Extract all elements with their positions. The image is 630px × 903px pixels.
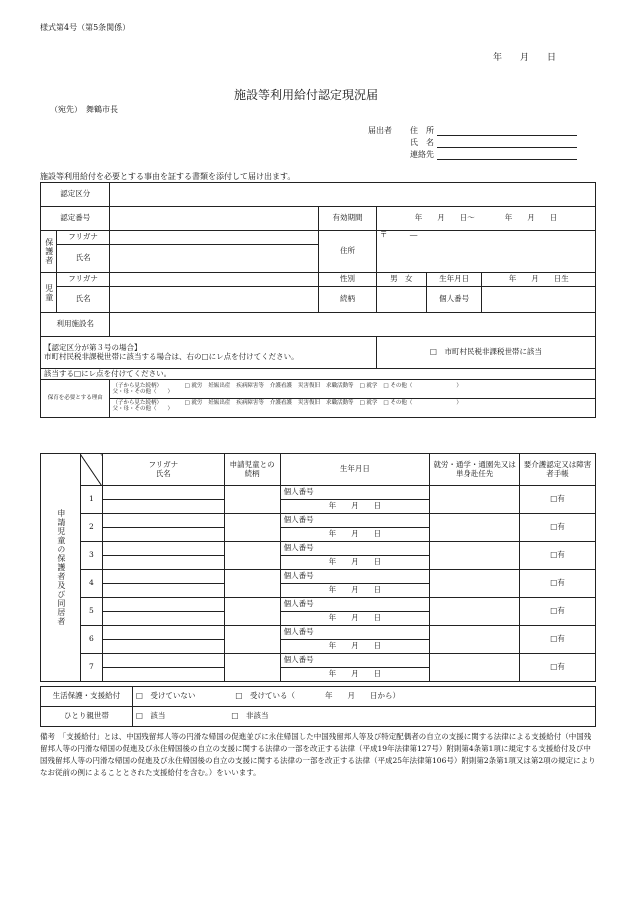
header-name: フリガナ 氏名 [102,454,224,486]
row-dob[interactable]: 年 月 日 [280,528,430,542]
reason-jobhunt-2: 求職活動等 [325,400,354,406]
row-my-number[interactable]: 個人番号 [280,598,430,612]
class3-heading: 【認定区分が第３号の場合】 [44,343,142,353]
reason-care-2: 介護看護 [269,400,292,406]
row-my-number[interactable]: 個人番号 [280,570,430,584]
sex-label: 性別 [319,273,377,287]
household-row [41,598,596,612]
header-dob: 生年月日 [280,454,430,486]
row-number: 5 [80,598,102,626]
applicant-address[interactable]: 住 所 [410,125,577,136]
row-furigana[interactable] [102,514,224,528]
reason-illness-2: 疾病障害等 [236,400,264,406]
guardian-furigana-label: フリガナ [56,231,110,245]
header-relation: 申請児童との続柄 [224,454,280,486]
page-title: 施設等利用給付認定現況届 [234,88,379,102]
row-care-check[interactable]: □有 [520,626,596,654]
reason-illness: 疾病障害等 [236,383,264,390]
sex-field[interactable]: 男 女 [376,273,426,287]
row-number: 3 [80,542,102,570]
household-table [40,453,596,682]
reason-birth: 妊娠出産 [208,383,231,390]
row-my-number[interactable]: 個人番号 [280,542,430,556]
reason-study: □ 就学 [359,383,378,390]
reason-who: （子から見た続柄） 父・母・その他（ ） [112,383,173,396]
child-furigana-label: フリガナ [56,273,110,287]
reason-care: 介護看護 [269,383,292,390]
child-label: 児童 [41,273,57,313]
reason-study-2: □ 就学 [359,400,378,406]
row-dob[interactable]: 年 月 日 [280,500,430,514]
guardian-name-field[interactable] [110,245,319,273]
single-parent-options[interactable]: □ 該当 □ 非該当 [132,707,595,727]
row-relation[interactable] [224,542,280,570]
cert-class-field[interactable] [110,183,596,207]
reason-disaster-2: 災害復旧 [297,400,320,406]
reason-work-2: □ 就労 [184,400,203,406]
row-care-check[interactable]: □有 [520,654,596,682]
row-relation[interactable] [224,570,280,598]
row-furigana[interactable] [102,626,224,640]
row-relation[interactable] [224,598,280,626]
row-name[interactable] [102,528,224,542]
certification-table [40,182,596,418]
row-number: 7 [80,654,102,682]
row-furigana[interactable] [102,570,224,584]
reason-work: □ 就労 [184,383,203,390]
household-row [41,654,596,668]
row-care-check[interactable]: □有 [520,542,596,570]
applicant-name[interactable]: 氏 名 [410,137,577,148]
row-number: 4 [80,570,102,598]
reason-heading: 該当する□にレ点を付けてください。 [41,369,596,380]
addressee: （宛先） 舞鶴市長 [50,105,118,114]
row-care-check[interactable]: □有 [520,598,596,626]
validity-field[interactable]: 年 月 日～ 年 月 日 [376,207,595,231]
household-row [41,514,596,528]
address-field[interactable]: 〒 ― [376,231,595,273]
reason-other: □ その他（ ） [383,383,462,390]
household-row [41,542,596,556]
row-furigana[interactable] [102,542,224,556]
class3-text: 市町村民税非課税世帯に該当する場合は、右の□にレ点を付けてください。 [44,351,299,361]
row-work[interactable] [430,598,520,626]
row-name[interactable] [102,640,224,654]
reason-jobhunt: 求職活動等 [325,383,354,390]
validity-label: 有効期間 [319,207,377,231]
cert-no-field[interactable] [110,207,319,231]
welfare-options[interactable]: □ 受けていない □ 受けている（ 年 月 日から） [132,687,595,707]
diagonal-cell [80,454,102,486]
date-line: 年 月 日 [493,53,557,63]
row-work[interactable] [430,570,520,598]
child-furigana-field[interactable] [110,273,319,287]
row-name[interactable] [102,556,224,570]
row-relation[interactable] [224,514,280,542]
household-row [41,626,596,640]
address-label: 住所 [319,231,377,273]
row-care-check[interactable]: □有 [520,486,596,514]
guardian-furigana-field[interactable] [110,231,319,245]
class3-checkbox[interactable]: □ 市町村民税非課税世帯に該当 [376,337,595,369]
status-table [40,686,596,727]
relation-field[interactable] [376,287,426,313]
row-work[interactable] [430,654,520,682]
row-relation[interactable] [224,486,280,514]
row-my-number[interactable]: 個人番号 [280,626,430,640]
reason-who-2: （子から見た続柄） 父・母・その他（ ） [112,400,173,412]
row-name[interactable] [102,500,224,514]
note: 備考 「支援給付」とは、中国残留邦人等の円滑な帰国の促進並びに永住帰国した中国残留邦人等及び特定配偶者の自立の支援に関する法律による支援給付（中国残留邦人等の円滑な帰国の促進及び永住帰国後の自立の支援に関する法律の一部を改正する法律（平成19年法律第127号）附則第4条第1項に規定する支援給付及び中国残留邦人等の円滑な帰国の促進及び永住帰国後の自立の支援に関する法律の一部を改正する法律（平成25年法律第106号）附則第2条第1項又は第2項の規定によりなお従前の例によることとされた支援給付を含む。）をいいます。 [40,732,596,777]
row-dob[interactable]: 年 月 日 [280,584,430,598]
my-number-label: 個人番号 [426,287,482,313]
facility-label: 利用施設名 [41,313,110,337]
row-number: 6 [80,626,102,654]
household-row [41,570,596,584]
household-side-label: 申請児童の保護者及び同居者 [41,454,81,682]
header-care: 要介護認定又は障害者手帳 [520,454,596,486]
applicant-contact[interactable]: 連絡先 [410,149,577,160]
row-dob[interactable]: 年 月 日 [280,668,430,682]
row-work[interactable] [430,542,520,570]
row-work[interactable] [430,486,520,514]
row-relation[interactable] [224,626,280,654]
facility-field[interactable] [110,313,596,337]
row-my-number[interactable]: 個人番号 [280,654,430,668]
form-number: 様式第4号（第5条関係） [40,23,131,32]
reason-birth-2: 妊娠出産 [208,400,231,406]
row-my-number[interactable]: 個人番号 [280,514,430,528]
reason-disaster: 災害復旧 [297,383,320,390]
row-my-number[interactable]: 個人番号 [280,486,430,500]
relation-label: 続柄 [319,287,377,313]
row-work[interactable] [430,514,520,542]
dob-label: 生年月日 [426,273,482,287]
guardian-label: 保護者 [41,231,57,273]
row-relation[interactable] [224,654,280,682]
row-name[interactable] [102,584,224,598]
intro-text: 施設等利用給付を必要とする事由を証する書類を添付して届け出ます。 [40,172,296,181]
row-furigana[interactable] [102,598,224,612]
row-furigana[interactable] [102,654,224,668]
child-name-field[interactable] [110,287,319,313]
dob-field[interactable]: 年 月 日生 [482,273,596,287]
row-work[interactable] [430,626,520,654]
household-row [41,486,596,500]
welfare-label: 生活保護・支援給付 [41,687,133,707]
cert-no-label: 認定番号 [41,207,110,231]
reason-label: 保育を必要とする理由 [41,380,110,418]
row-care-check[interactable]: □有 [520,570,596,598]
reason-options[interactable] [110,380,596,418]
applicant-label: 届出者 [368,126,392,135]
row-furigana[interactable] [102,486,224,500]
child-name-label: 氏名 [56,287,110,313]
row-name[interactable] [102,668,224,682]
my-number-field[interactable] [482,287,596,313]
guardian-name-label: 氏名 [56,245,110,273]
row-dob[interactable]: 年 月 日 [280,612,430,626]
row-care-check[interactable]: □有 [520,514,596,542]
row-number: 1 [80,486,102,514]
row-dob[interactable]: 年 月 日 [280,556,430,570]
cert-class-label: 認定区分 [41,183,110,207]
row-number: 2 [80,514,102,542]
single-parent-label: ひとり親世帯 [41,707,133,727]
row-name[interactable] [102,612,224,626]
header-work: 就労・通学・通園先又は単身赴任先 [430,454,520,486]
reason-other-2: □ その他（ ） [383,400,462,406]
row-dob[interactable]: 年 月 日 [280,640,430,654]
